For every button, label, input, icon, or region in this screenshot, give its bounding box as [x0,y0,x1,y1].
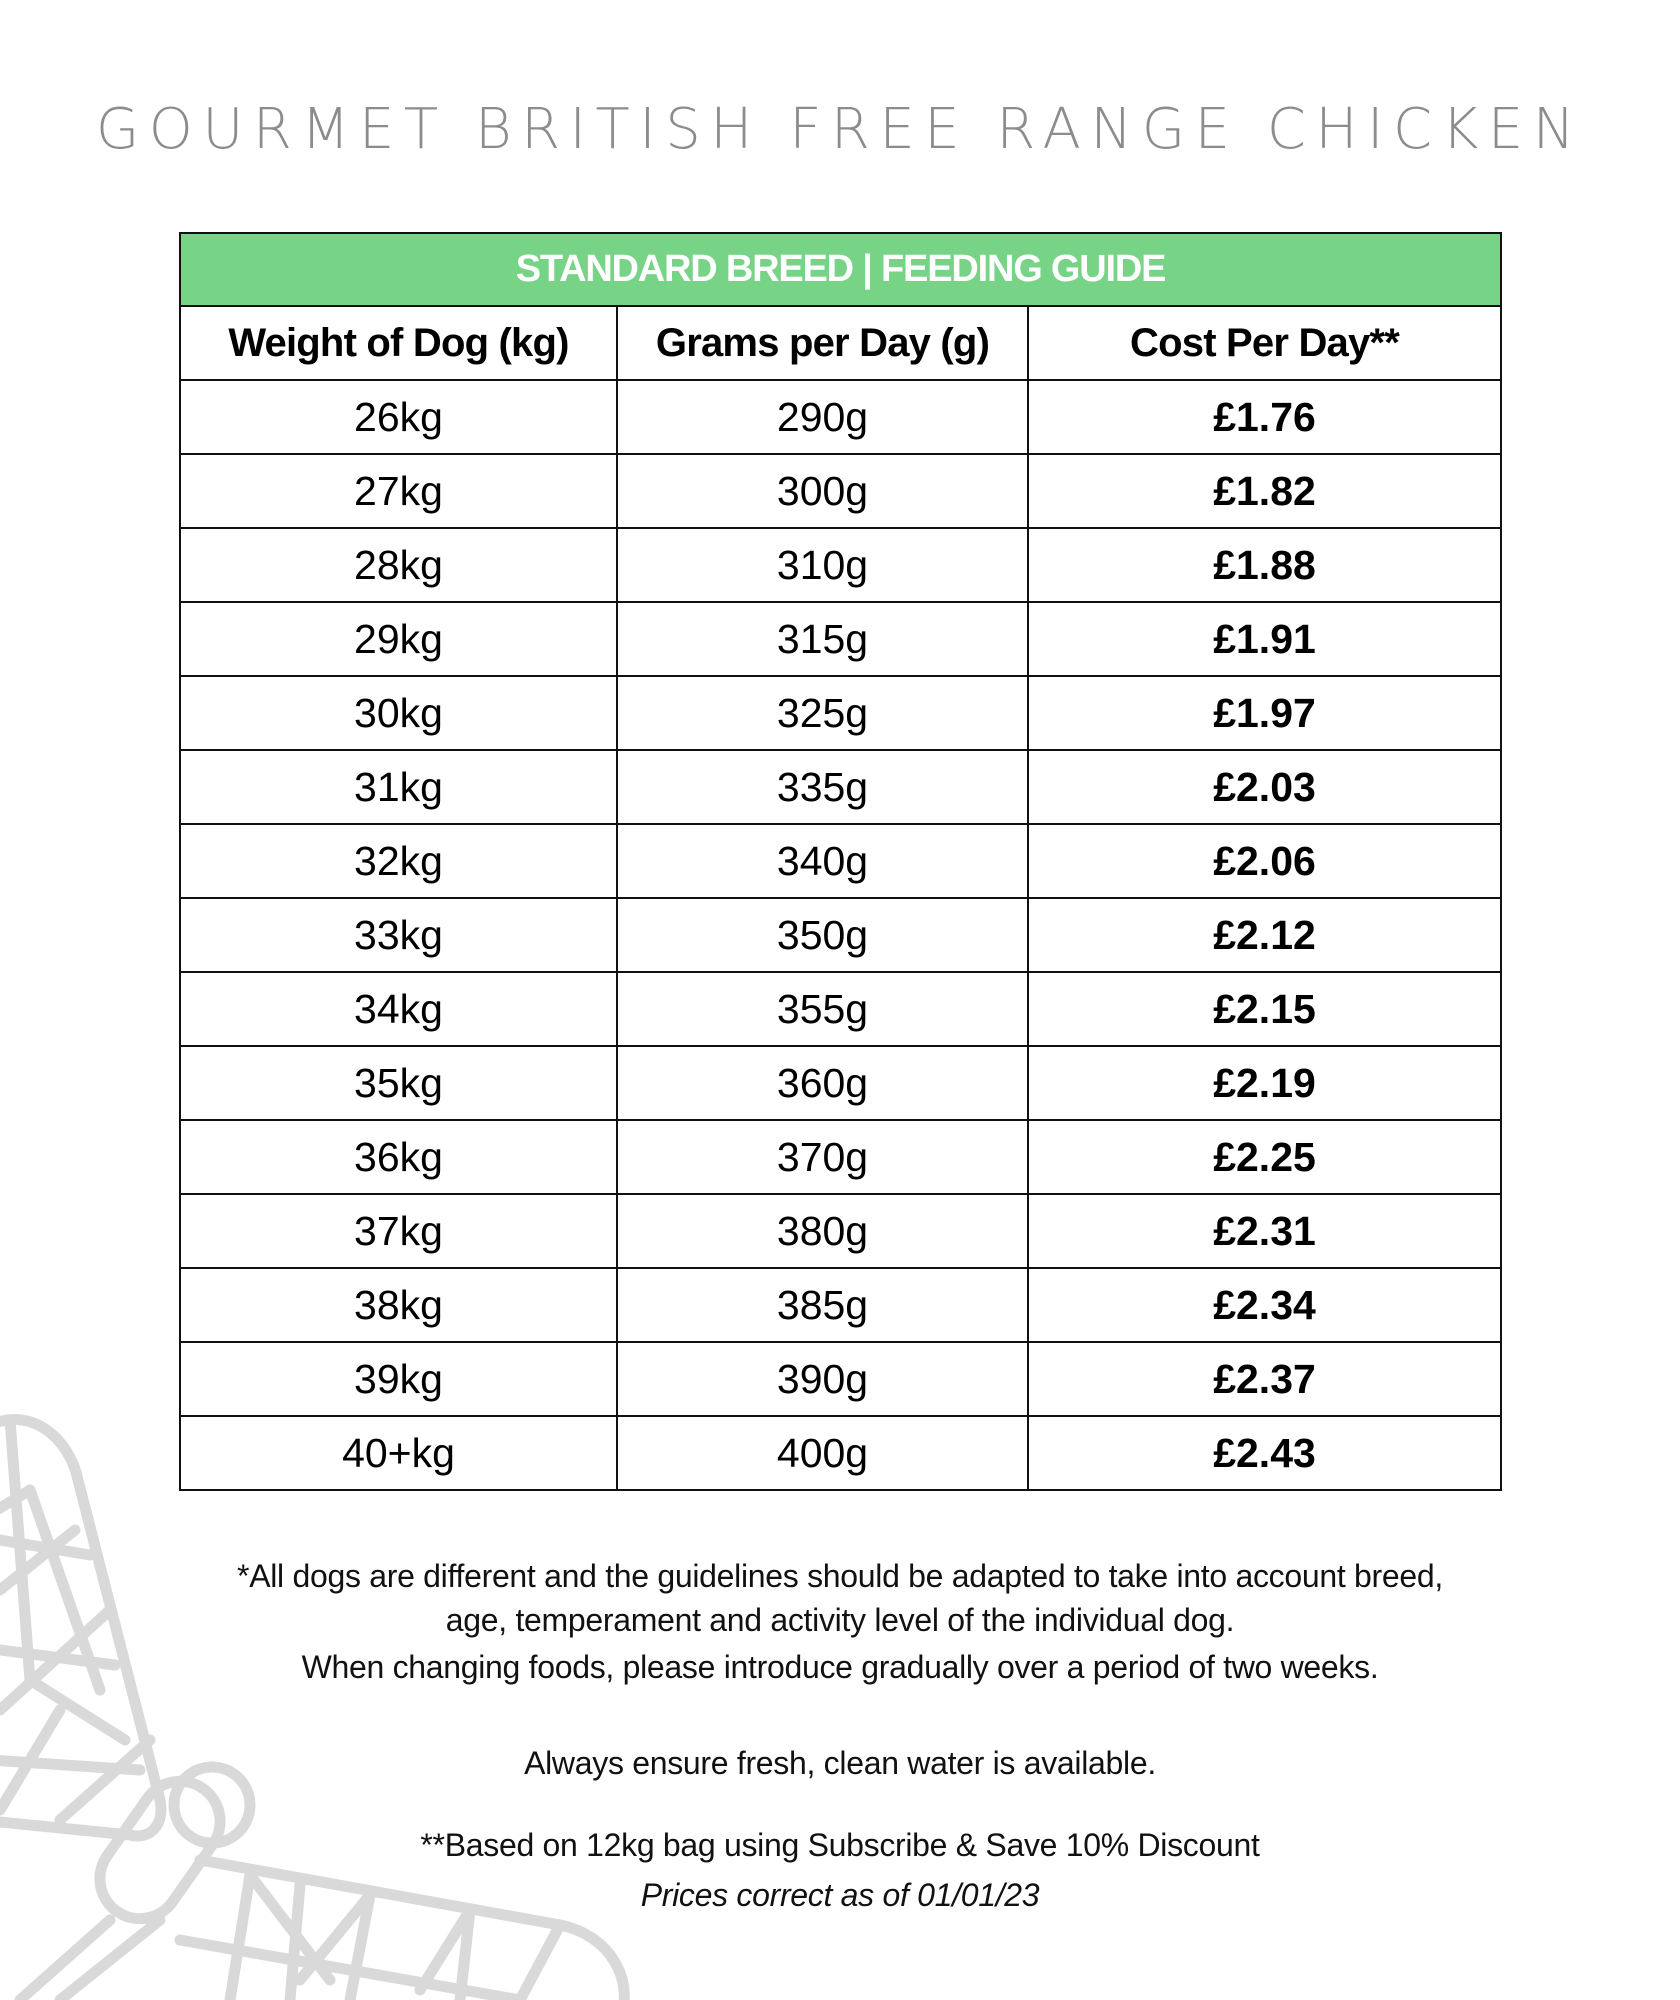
table-row [180,1194,1501,1268]
table-banner: STANDARD BREED | FEEDING GUIDE [180,233,1501,306]
cost-cell: £1.88 [1028,528,1501,602]
weight-cell: 29kg [180,602,617,676]
grams-cell: 290g [617,380,1028,454]
table-header-row [180,306,1501,380]
table-row [180,528,1501,602]
cost-cell: £2.31 [1028,1194,1501,1268]
disclaimer-line-3: When changing foods, please introduce gradually over a period of two weeks. [301,1649,1379,1685]
grams-cell: 350g [617,898,1028,972]
table-row [180,676,1501,750]
weight-cell: 34kg [180,972,617,1046]
table-row [180,1342,1501,1416]
weight-cell: 32kg [180,824,617,898]
table-banner-row [180,233,1501,306]
prices-date-note: Prices correct as of 01/01/23 [640,1877,1040,1913]
table-row [180,380,1501,454]
cost-cell: £1.91 [1028,602,1501,676]
grams-cell: 315g [617,602,1028,676]
column-header-weight: Weight of Dog (kg) [180,306,617,380]
grams-cell: 300g [617,454,1028,528]
weight-cell: 33kg [180,898,617,972]
table-row [180,1120,1501,1194]
weight-cell: 30kg [180,676,617,750]
grams-cell: 380g [617,1194,1028,1268]
grams-cell: 325g [617,676,1028,750]
cost-cell: £2.12 [1028,898,1501,972]
table-row [180,1268,1501,1342]
cost-cell: £2.06 [1028,824,1501,898]
disclaimer-line-2: age, temperament and activity level of the individual dog. [445,1602,1235,1638]
feeding-guide-table-container [179,232,1500,1491]
grams-cell: 360g [617,1046,1028,1120]
weight-cell: 36kg [180,1120,617,1194]
table-row [180,750,1501,824]
weight-cell: 40+kg [180,1416,617,1490]
weight-cell: 28kg [180,528,617,602]
grams-cell: 400g [617,1416,1028,1490]
grams-cell: 370g [617,1120,1028,1194]
grams-cell: 310g [617,528,1028,602]
table-row [180,1046,1501,1120]
cost-cell: £2.25 [1028,1120,1501,1194]
cost-cell: £1.97 [1028,676,1501,750]
weight-cell: 37kg [180,1194,617,1268]
weight-cell: 35kg [180,1046,617,1120]
grams-cell: 335g [617,750,1028,824]
weight-cell: 27kg [180,454,617,528]
weight-cell: 39kg [180,1342,617,1416]
column-header-grams: Grams per Day (g) [617,306,1028,380]
page-title: GOURMET BRITISH FREE RANGE CHICKEN [95,97,1585,162]
cost-cell: £1.76 [1028,380,1501,454]
grams-cell: 390g [617,1342,1028,1416]
table-row [180,454,1501,528]
grams-cell: 385g [617,1268,1028,1342]
grams-cell: 340g [617,824,1028,898]
pricing-basis-note: **Based on 12kg bag using Subscribe & Save 10% Discount [420,1827,1260,1863]
weight-cell: 26kg [180,380,617,454]
column-header-cost: Cost Per Day** [1028,306,1501,380]
cost-cell: £2.37 [1028,1342,1501,1416]
table-row [180,972,1501,1046]
cost-cell: £2.34 [1028,1268,1501,1342]
weight-cell: 31kg [180,750,617,824]
cost-cell: £2.03 [1028,750,1501,824]
cost-cell: £2.43 [1028,1416,1501,1490]
cost-cell: £1.82 [1028,454,1501,528]
grams-cell: 355g [617,972,1028,1046]
cost-cell: £2.15 [1028,972,1501,1046]
table-row [180,1416,1501,1490]
disclaimer-line-1: *All dogs are different and the guidelines should be adapted to take into account breed, [237,1558,1443,1594]
feeding-guide-table [179,232,1502,1491]
table-row [180,824,1501,898]
table-row [180,898,1501,972]
cost-cell: £2.19 [1028,1046,1501,1120]
weight-cell: 38kg [180,1268,617,1342]
table-row [180,602,1501,676]
water-note: Always ensure fresh, clean water is available. [524,1745,1156,1781]
